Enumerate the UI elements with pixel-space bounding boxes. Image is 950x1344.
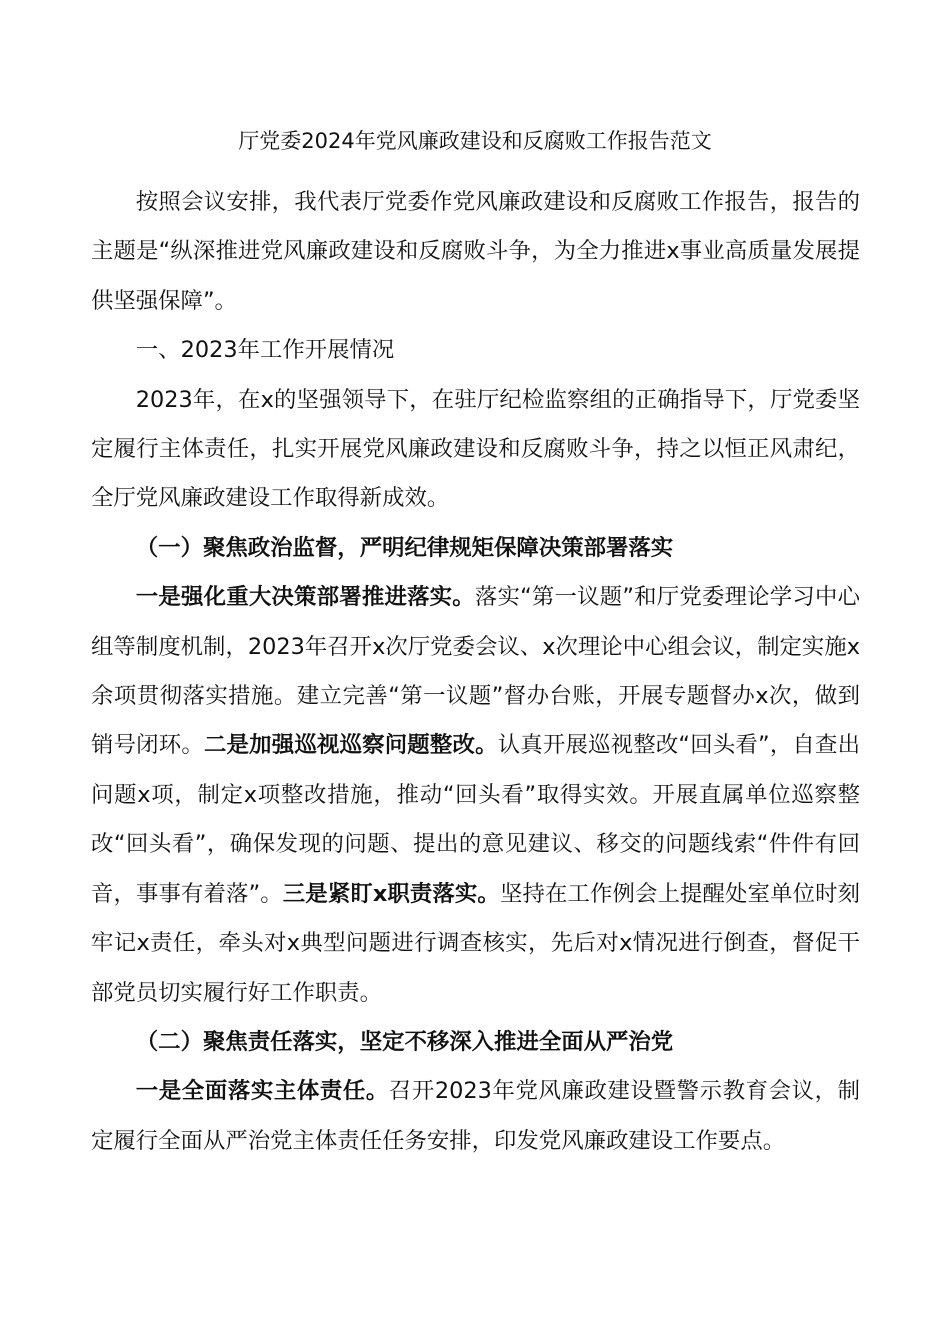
intro-paragraph: 按照会议安排，我代表厅党委作党风廉政建设和反腐败工作报告，报告的主题是“纵深推进党风廉政建设和反腐败斗争，为全力推进x事业高质量发展提供坚强保障”。 [91, 189, 860, 314]
lead-sentence-1: 一是强化重大决策部署推进落实。 [135, 584, 475, 611]
lead-sentence-4: 一是全面落实主体责任。 [135, 1078, 389, 1105]
document-body [91, 178, 860, 1166]
subsection-2-paragraph [91, 1067, 860, 1166]
lead-sentence-2: 二是加强巡视巡察问题整改。 [203, 732, 498, 759]
body-text-3: 坚持在工作例会上提醒处室单位时刻牢记x责任，牵头对x典型问题进行调查核实，先后对x情况进行倒查，督促干部党员切实履行好工作职责。 [91, 880, 860, 1006]
subsection-heading-2: （二）聚焦责任落实，坚定不移深入推进全面从严治党 [135, 1028, 674, 1055]
body-text-4: 召开2023年党风廉政建设暨警示教育会议，制定履行全面从严治党主体责任任务安排，印发党风廉政建设工作要点。 [91, 1078, 861, 1154]
section-heading: 一、2023年工作开展情况 [135, 337, 395, 364]
document-title: 厅党委2024年党风廉政建设和反腐败工作报告范文 [238, 129, 712, 153]
body-text-1: 落实“第一议题”和厅党委理论学习中心组等制度机制，2023年召开x次厅党委会议、x次理论中心组会议，制定实施x余项贯彻落实措施。建立完善“第一议题”督办台账，开展专题督办x次，做到销号闭环。 [91, 584, 861, 759]
subsection-heading-1: （一）聚焦政治监督，严明纪律规矩保障决策部署落实 [135, 534, 674, 561]
subsection-1-paragraph [91, 573, 860, 1018]
lead-sentence-3: 三是紧盯x职责落实。 [282, 880, 500, 907]
body-text-2: 认真开展巡视整改“回头看”，自查出问题x项，制定x项整改措施，推动“回头看”取得实效。开展直属单位巡察整改“回头看”，确保发现的问题、提出的意见建议、移交的问题线索“件件有回音，事事有着落”。 [91, 732, 860, 907]
section-intro-paragraph: 2023年，在x的坚强领导下，在驻厅纪检监察组的正确指导下，厅党委坚定履行主体责任，扎实开展党风廉政建设和反腐败斗争，持之以恒正风肃纪，全厅党风廉政建设工作取得新成效。 [91, 386, 860, 512]
